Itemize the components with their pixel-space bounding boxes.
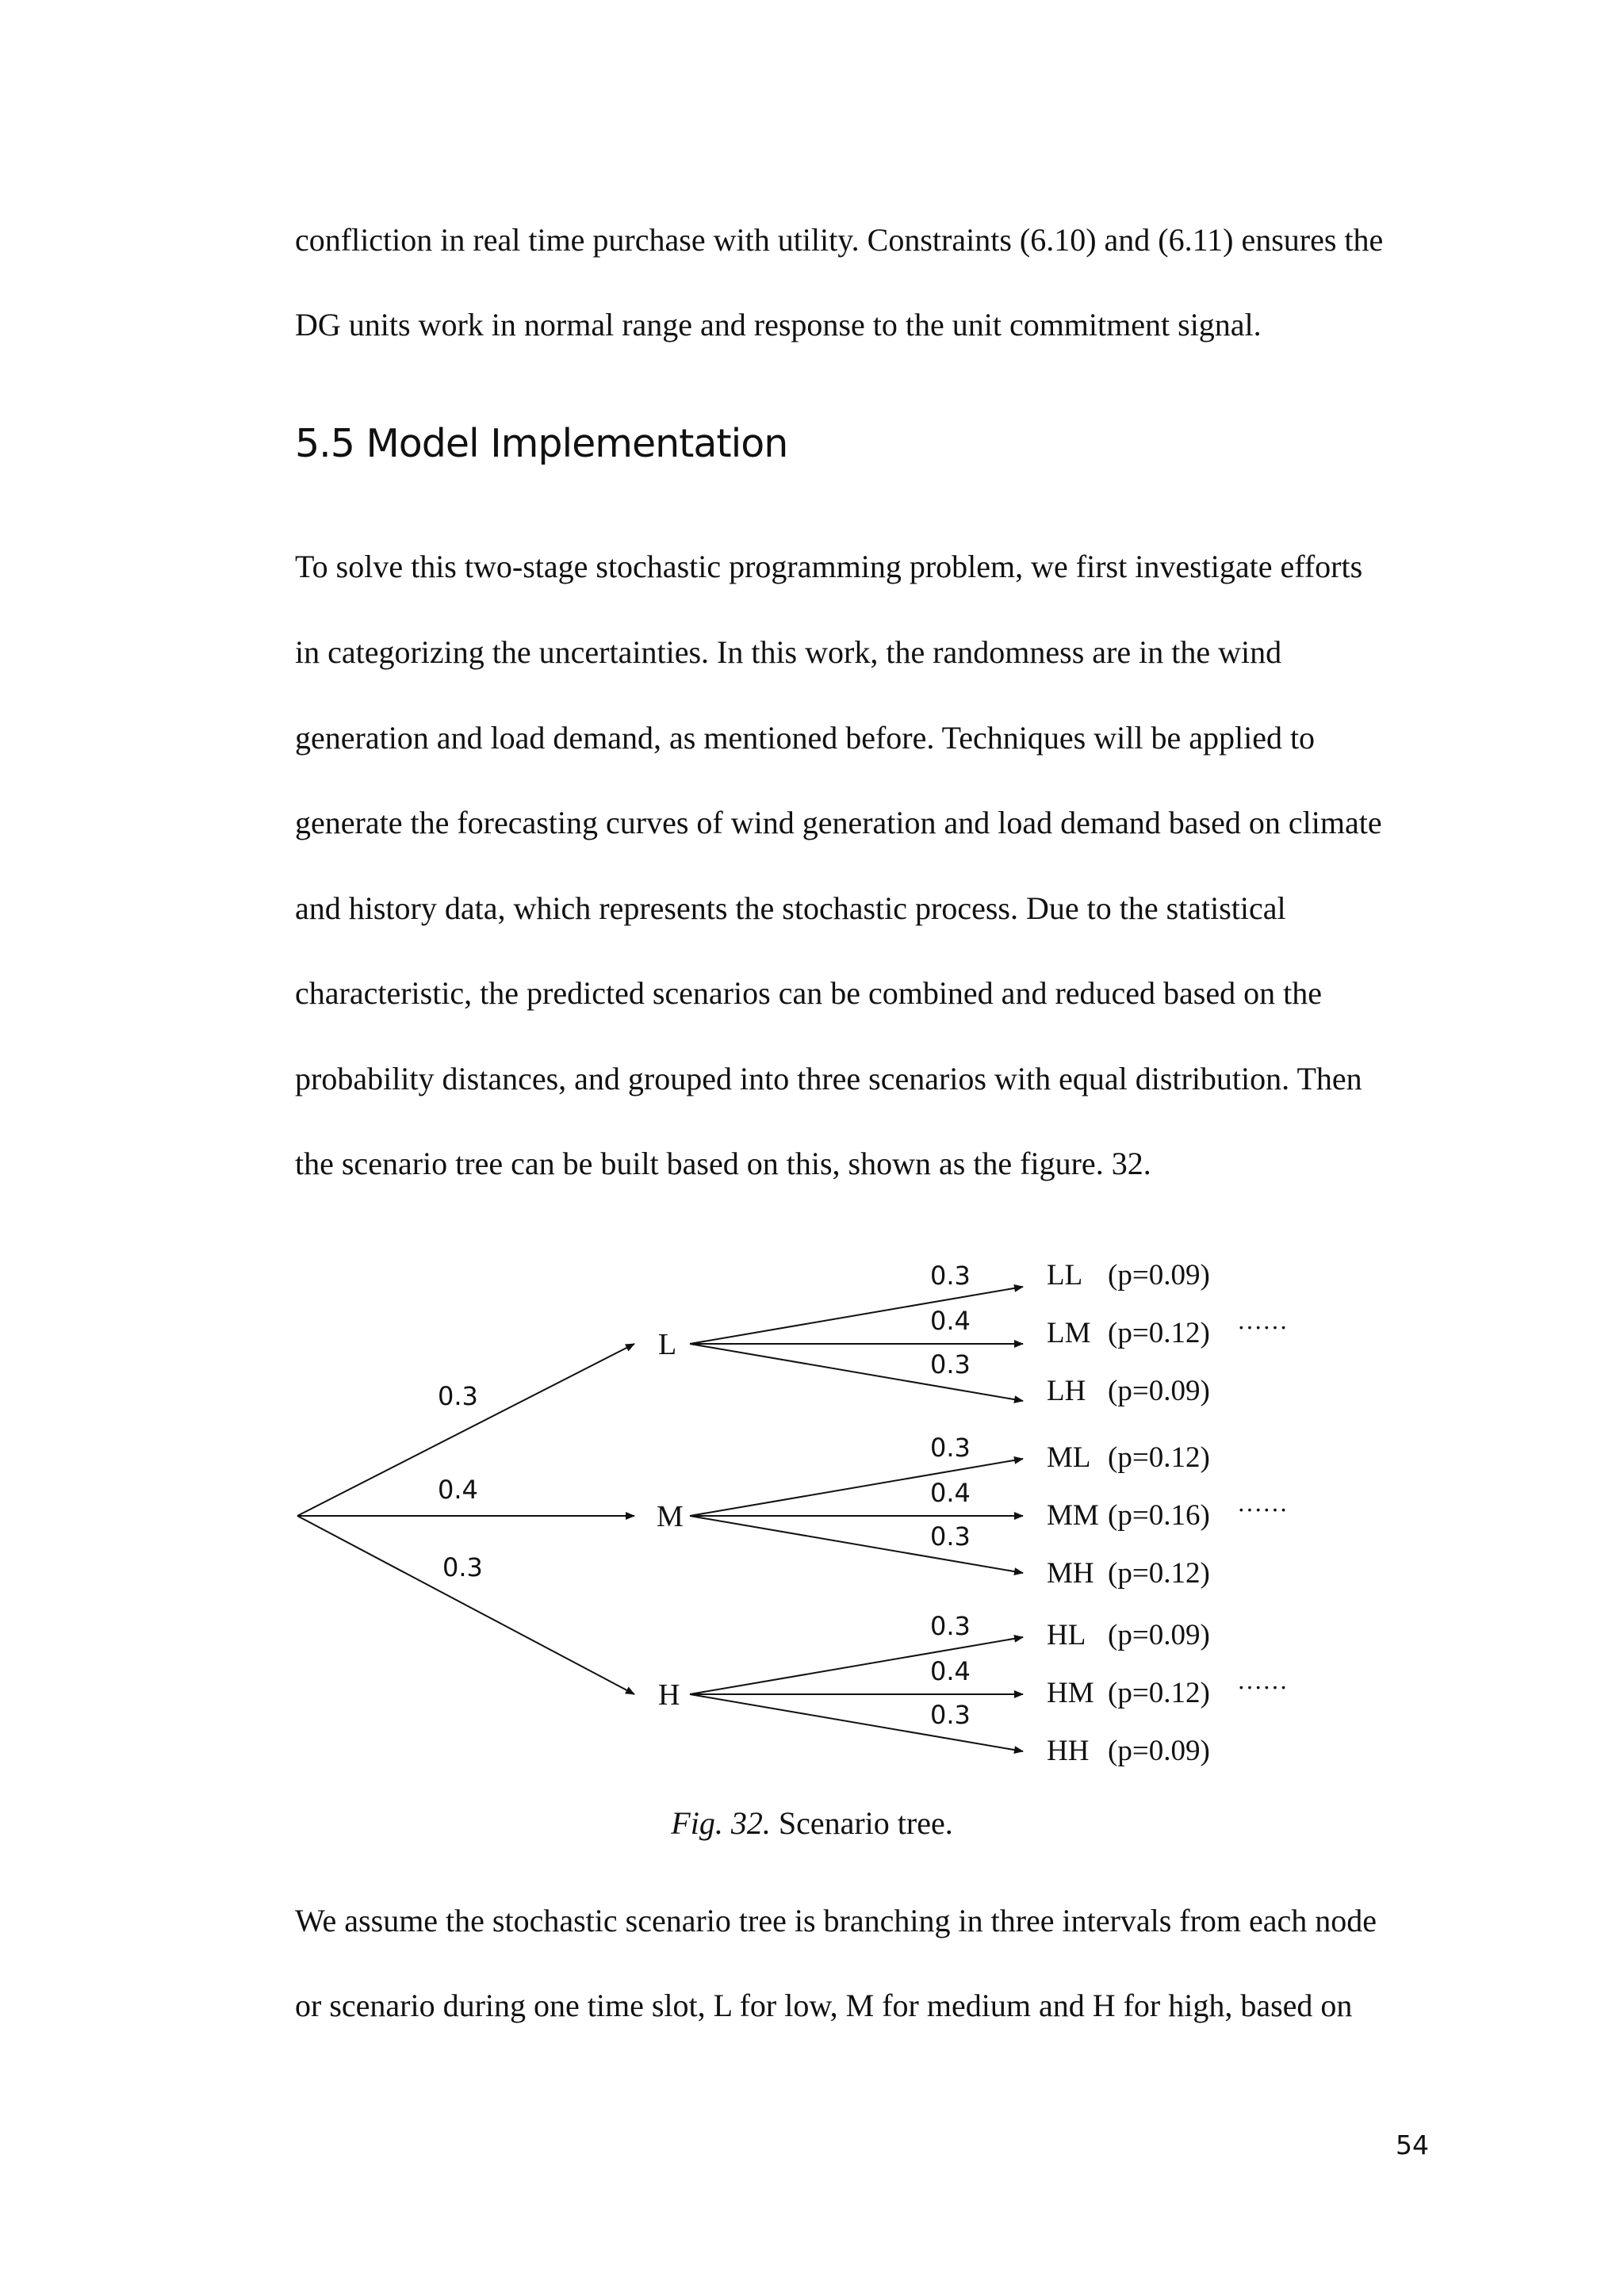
paragraph-2-line-4: generate the forecasting curves of wind generation and load demand based on climate — [295, 805, 1382, 840]
edge-ll — [690, 1287, 1023, 1344]
leaf-name-mm: MM — [1047, 1499, 1099, 1532]
section-heading: 5.5 Model Implementation — [295, 421, 788, 466]
edge-prob-root-l: 0.3 — [438, 1381, 478, 1411]
paragraph-2-line-7: probability distances, and grouped into three scenarios with equal distribution. Then — [295, 1061, 1362, 1096]
edge-prob-hl: 0.3 — [930, 1611, 971, 1641]
figure-caption — [0, 1806, 1624, 1841]
paragraph-2-line-2: in categorizing the uncertainties. In this work, the randomness are in the wind — [295, 634, 1282, 670]
figure-caption-text: Scenario tree. — [770, 1805, 953, 1841]
continuation-dots-h: ······ — [1237, 1673, 1288, 1701]
edge-prob-mh: 0.3 — [930, 1521, 971, 1552]
edge-hh — [690, 1694, 1023, 1751]
paragraph-2-line-1: To solve this two-stage stochastic programming problem, we first investigate efforts — [295, 549, 1363, 584]
leaf-prob-lm: (p=0.12) — [1108, 1317, 1210, 1349]
leaf-prob-hm: (p=0.12) — [1108, 1677, 1210, 1709]
edge-prob-root-h: 0.3 — [442, 1552, 483, 1582]
paragraph-2-line-6: characteristic, the predicted scenarios can be combined and reduced based on the — [295, 975, 1322, 1011]
page-number: 54 — [1396, 2130, 1429, 2160]
edge-hl — [690, 1637, 1023, 1694]
leaf-name-lh: LH — [1047, 1375, 1086, 1407]
edge-prob-ml: 0.3 — [930, 1433, 971, 1463]
paragraph-3-line-1: We assume the stochastic scenario tree is branching in three intervals from each node — [295, 1903, 1377, 1938]
edge-prob-lm: 0.4 — [930, 1306, 971, 1336]
leaf-prob-lh: (p=0.09) — [1108, 1375, 1210, 1407]
paragraph-2-line-8: the scenario tree can be built based on this, shown as the figure. 32. — [295, 1146, 1151, 1181]
edge-root-h — [297, 1516, 634, 1694]
leaf-prob-mh: (p=0.12) — [1108, 1557, 1210, 1590]
edge-prob-mm: 0.4 — [930, 1478, 971, 1508]
edge-prob-root-m: 0.4 — [438, 1475, 478, 1505]
leaf-name-hh: HH — [1047, 1735, 1090, 1767]
continuation-dots-m: ······ — [1237, 1495, 1288, 1524]
tree-labels — [438, 1259, 1288, 1767]
leaf-name-hm: HM — [1047, 1677, 1094, 1709]
paragraph-1-line-2: DG units work in normal range and response to the unit commitment signal. — [295, 307, 1262, 342]
node-m: M — [657, 1500, 684, 1533]
node-h: H — [658, 1678, 680, 1712]
edge-lh — [690, 1344, 1023, 1401]
leaf-name-hl: HL — [1047, 1619, 1086, 1651]
leaf-name-ml: ML — [1047, 1441, 1091, 1474]
edge-prob-ll: 0.3 — [930, 1261, 971, 1291]
edge-prob-lh: 0.3 — [930, 1349, 971, 1380]
paragraph-2-line-3: generation and load demand, as mentioned before. Techniques will be applied to — [295, 720, 1316, 756]
leaf-prob-hh: (p=0.09) — [1108, 1735, 1210, 1767]
paragraph-2-line-5: and history data, which represents the stochastic process. Due to the statistical — [295, 890, 1286, 926]
edge-prob-hm: 0.4 — [930, 1656, 971, 1686]
edge-ml — [690, 1459, 1023, 1516]
leaf-name-lm: LM — [1047, 1317, 1091, 1349]
paragraph-1-line-1: confliction in real time purchase with utility. Constraints (6.10) and (6.11) ensures the — [295, 222, 1384, 258]
figure-caption-label: Fig. 32. — [671, 1805, 771, 1841]
leaf-name-mh: MH — [1047, 1557, 1094, 1590]
leaf-prob-ll: (p=0.09) — [1108, 1259, 1210, 1292]
continuation-dots-l: ······ — [1237, 1313, 1288, 1341]
leaf-name-ll: LL — [1047, 1259, 1083, 1292]
leaf-prob-mm: (p=0.16) — [1108, 1499, 1210, 1532]
paragraph-3-line-2: or scenario during one time slot, L for low, M for medium and H for high, based on — [295, 1988, 1353, 2023]
edge-prob-hh: 0.3 — [930, 1700, 971, 1730]
leaf-prob-hl: (p=0.09) — [1108, 1619, 1210, 1651]
edge-mh — [690, 1516, 1023, 1573]
leaf-prob-ml: (p=0.12) — [1108, 1441, 1210, 1474]
node-l: L — [658, 1328, 677, 1361]
